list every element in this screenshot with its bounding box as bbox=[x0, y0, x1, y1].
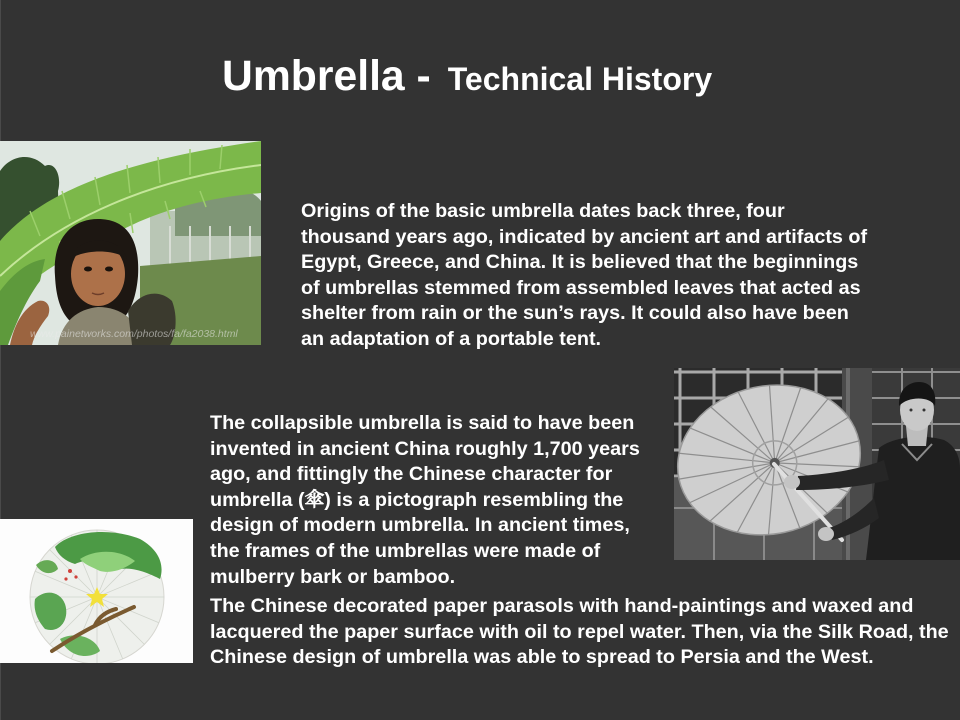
history-line: design of modern umbrella. In ancient times, bbox=[210, 514, 630, 537]
man-with-parasol-photo bbox=[674, 368, 960, 560]
intro-line: Egypt, Greece, and China. It is believed that the beginnings bbox=[301, 251, 859, 274]
painted-berry-2 bbox=[74, 575, 77, 578]
title-subtitle: Technical History bbox=[447, 61, 713, 97]
photo-credit-watermark: www.painetworks.com/photos/fa/fa2038.html bbox=[30, 328, 238, 340]
man-hand-upper bbox=[784, 475, 800, 489]
painted-parasol-photo bbox=[0, 519, 193, 663]
history-line: invented in ancient China roughly 1,700 years bbox=[210, 437, 640, 460]
history-line: The collapsible umbrella is said to have been bbox=[210, 412, 635, 434]
decoration-line: Chinese design of umbrella was able to spread to Persia and the West. bbox=[210, 646, 874, 669]
intro-line: shelter from rain or the sun’s rays. It could also have been bbox=[301, 302, 849, 325]
slide-title bbox=[222, 51, 712, 111]
man-eye-left bbox=[910, 409, 913, 412]
intro-line: thousand years ago, indicated by ancient art and artifacts of bbox=[301, 225, 868, 248]
title-main: Umbrella - bbox=[222, 52, 431, 100]
decoration-paragraph bbox=[210, 594, 949, 671]
man-hand-lower bbox=[818, 527, 834, 541]
intro-line: Origins of the basic umbrella dates back three, four bbox=[301, 200, 785, 222]
history-line: ago, and fittingly the Chinese character for bbox=[210, 463, 613, 486]
intro-paragraph bbox=[301, 199, 867, 353]
painted-berry-3 bbox=[64, 577, 67, 580]
intro-line: of umbrellas stemmed from assembled leaves that acted as bbox=[301, 276, 861, 299]
history-line: umbrella (傘) is a pictograph resembling the bbox=[210, 488, 624, 511]
decoration-line: lacquered the paper surface with oil to repel water. Then, via the Silk Road, the bbox=[210, 620, 949, 643]
girl-eye-right bbox=[105, 267, 113, 272]
girl-eye-left bbox=[84, 267, 92, 272]
history-paragraph bbox=[210, 411, 640, 590]
painted-berry-1 bbox=[68, 569, 72, 573]
history-line: mulberry bark or bamboo. bbox=[210, 565, 456, 588]
intro-line: an adaptation of a portable tent. bbox=[301, 327, 602, 350]
decoration-line: The Chinese decorated paper parasols with hand-paintings and waxed and bbox=[210, 595, 914, 617]
man-eye-right bbox=[923, 409, 926, 412]
history-line: the frames of the umbrellas were made of bbox=[210, 539, 601, 562]
girl-under-leaf-photo bbox=[0, 141, 261, 345]
